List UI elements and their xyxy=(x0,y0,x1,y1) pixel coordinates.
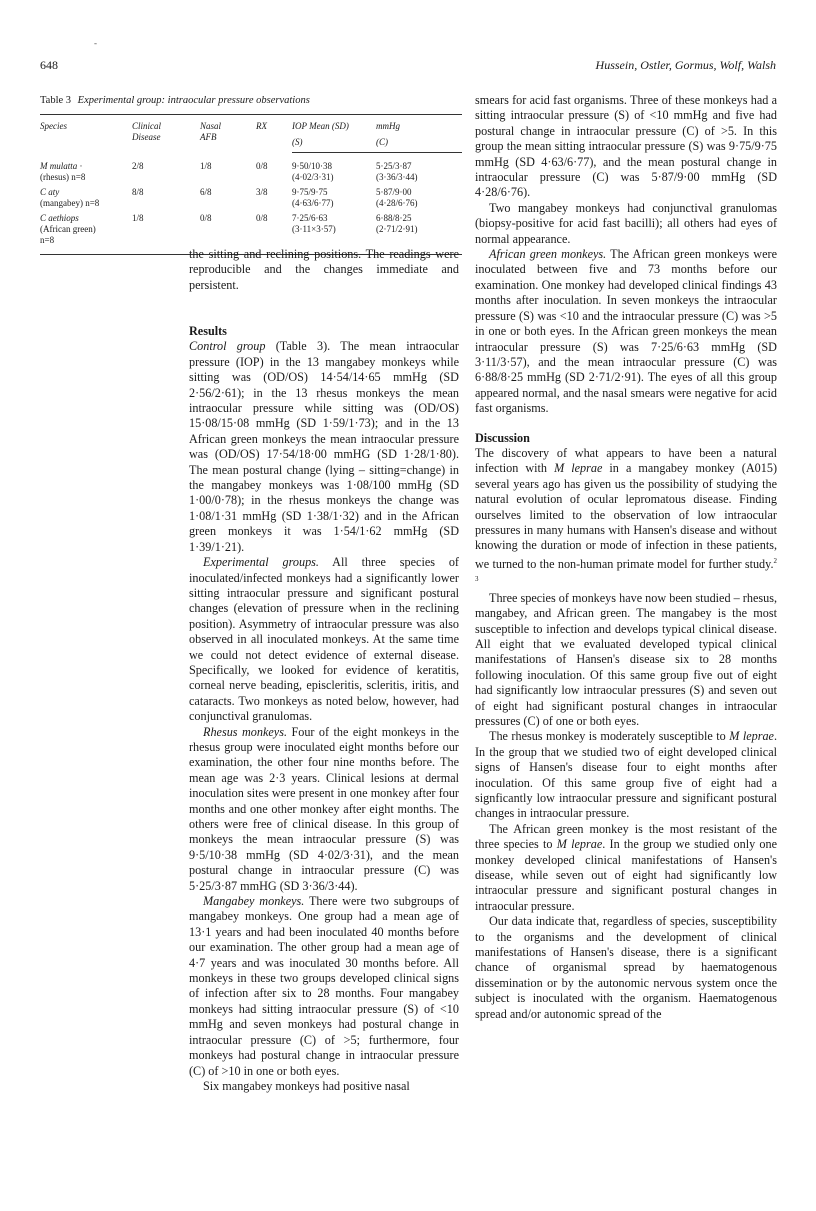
cell-nasal: 6/8 xyxy=(200,187,212,197)
cell-nasal: 0/8 xyxy=(200,211,256,255)
runin-rhesus: Rhesus monkeys. xyxy=(203,724,287,739)
paragraph-discussion-4 xyxy=(475,822,777,914)
discussion-heading: Discussion xyxy=(475,430,530,445)
right-column-body xyxy=(475,93,777,1022)
col-header-rx: RX xyxy=(256,115,292,153)
text-rhesus: Four of the eight monkeys in the rhesus group were inoculated eight months before our examination, the other four nine months before. The mean age was 2·3 years. Clinical lesions at dermal inoculation sites were present in one monkey after four months and one other monkey after eight months. The others were free of clinical disease. In this group of monkeys the mean intraocular pressure (S) was 9·5/10·38 mmHg (SD 4·02/3·31), and the mean postural change in intraocular pressure (C) was 5·25/3·87 mmHG (SD 3·36/3·44). xyxy=(189,724,459,893)
table-header-row xyxy=(40,115,462,135)
cell-clinical: 2/8 xyxy=(132,160,144,171)
col-header-nasal-line2: AFB xyxy=(200,132,217,142)
cell-rx: 0/8 xyxy=(256,211,292,255)
disc-p4-text-a: The African green monkey is the most resistant of the three species to xyxy=(475,821,777,852)
cell-s-mean: 7·25/6·63 xyxy=(292,213,328,223)
paragraph-control-group xyxy=(189,339,459,555)
cell-species xyxy=(40,153,132,186)
cell-s-sd: (3·11×3·57) xyxy=(292,224,336,234)
disc-p1-text-a: The discovery of what appears to have been a natural infection with xyxy=(475,445,777,476)
running-header-authors: Hussein, Ostler, Gormus, Wolf, Walsh xyxy=(595,58,776,72)
paragraph-granulomas: Two mangabey monkeys had conjunctival granulomas (biopsy-positive for acid fast bacilli); all others had eyes of normal appearance. xyxy=(475,200,777,246)
left-column-body xyxy=(189,324,459,1094)
species-name: C aethiops xyxy=(40,213,79,223)
cell-c-mean: 6·88/8·25 xyxy=(376,213,412,223)
runin-experimental-groups: Experimental groups. xyxy=(203,555,319,570)
species-name: C aty xyxy=(40,187,60,197)
paragraph-discussion-3 xyxy=(475,729,777,821)
cell-c-sd: (3·36/3·44) xyxy=(376,172,418,182)
table-row xyxy=(40,185,462,211)
cell-s-sd: (4·02/3·31) xyxy=(292,172,334,182)
species-n: n=8 xyxy=(40,235,55,245)
paragraph-discussion-2: Three species of monkeys have now been studied – rhesus, mangabey, and African green. The mangabey is the most susceptible to infection and develops typical clinical disease. All eight that we evaluated developed typical clinical manifestations of Hansen's disease six to 28 months following inoculation. Of this same group five out of eight had significantly low intraocular pressures (S) and seven out of eight had significant postural changes in intraocular pressures (C) of one or both eyes. xyxy=(475,590,777,728)
text-control-group: (Table 3). The mean intraocular pressure (IOP) in the 13 mangabey monkeys while sitting was (OD/OS) 14·54/14·65 mmHg (SD 2·56/2·61); in the 13 rhesus monkeys the mean intraocular pressure while sitting was (OD/OS) 15·08/15·08 mmHg (SD 1·59/1·73); and in the 13 African green monkeys the mean intraocular pressure was (OD/OS) 17·54/18·00 mmHG (SD 1·28/1·80). The mean postural change (lying – sitting=change) in the mangabey monkeys was 1·08/100 mmHg (SD 1·00/0·78); in the rhesus monkeys the change was 1·08/1·31 mmHg (SD 1·38/1·32) and in the African green monkeys it was 1·54/1·62 mmHg (SD 1·39/1·21). xyxy=(189,339,459,554)
paragraph-discussion-5: Our data indicate that, regardless of species, susceptibility to the organisms and the development of clinical manifestations of Hansen's disease, there is a significant chance of organismal spread by haematogenous dissemination or by the autonomic nervous system once the subject is inoculated with the organism. Haematogenous spread and/or autonomic spread of the xyxy=(475,914,777,1021)
cell-species xyxy=(40,211,132,255)
cell-species xyxy=(40,185,132,211)
col-header-iop: IOP Mean (SD) xyxy=(292,115,376,135)
cell-c-sd: (2·71/2·91) xyxy=(376,224,418,234)
cell-s-mean: 9·75/9·75 xyxy=(292,187,328,197)
text-mangabey: There were two subgroups of mangabey monkeys. One group had a mean age of 13·1 years and had been inoculated 40 months before our examination. The other group had a mean age of 4·7 years and was inoculated 30 months before. All monkeys in these two groups developed clinical signs of infection after six to 28 months. Four mangabey monkeys had sitting intraocular pressure (S) of <10 mmHg and seven monkeys had postural change in intraocular pressure (C) of >5; furthermore, four monkeys had postural change in intraocular pressure (C) of >10 in one or both eyes. xyxy=(189,894,459,1078)
cell-c-mean: 5·25/3·87 xyxy=(376,161,412,171)
paragraph-discussion-1 xyxy=(475,446,777,591)
col-header-species: Species xyxy=(40,115,132,153)
col-header-nasal xyxy=(200,115,256,153)
col-header-c: (C) xyxy=(376,134,462,153)
disc-p3-text-a: The rhesus monkey is moderately susceptible to xyxy=(489,729,730,744)
cell-clinical: 1/8 xyxy=(132,211,200,255)
species-common: (mangabey) n=8 xyxy=(40,198,100,208)
species-common: (rhesus) n=8 xyxy=(40,171,86,182)
cell-s-mean: 9·50/10·38 xyxy=(292,161,332,171)
paragraph-mangabey xyxy=(189,894,459,1079)
left-column-continuation xyxy=(189,247,459,293)
col-header-clinical-line1: Clinical xyxy=(132,121,161,131)
results-heading: Results xyxy=(189,324,227,338)
cell-s xyxy=(292,185,376,211)
disc-p1-reference: 2 3 xyxy=(475,556,777,584)
paragraph-continuation: the sitting and reclining positions. The readings were reproducible and the changes immediate and persistent. xyxy=(189,247,459,292)
paragraph-nasal: Six mangabey monkeys had positive nasal xyxy=(203,1078,410,1093)
runin-control-group: Control group xyxy=(189,339,266,354)
table-label: Table 3 xyxy=(40,95,72,106)
cell-c xyxy=(376,185,462,211)
disc-p4-text-b: . In the group we studied only one monkey developed clinical manifestations of Hansen's disease, while seven out of eight had significantly low intraocular pressure and significant postural changes in intraocular pressure. xyxy=(475,837,778,913)
table-3 xyxy=(40,95,460,255)
disc-p1-species: M leprae xyxy=(554,461,603,476)
col-header-clinical-line2: Disease xyxy=(132,132,161,142)
table-row xyxy=(40,153,462,186)
iop-table xyxy=(40,114,462,255)
runin-mangabey: Mangabey monkeys. xyxy=(203,894,305,909)
table-title: Experimental group: intraocular pressure observations xyxy=(77,95,310,106)
cell-c-mean: 5·87/9·00 xyxy=(376,187,412,197)
paragraph-rhesus xyxy=(189,725,459,894)
col-header-s: (S) xyxy=(292,134,376,153)
species-marker: · xyxy=(79,160,83,171)
disc-p3-text-b: . In the group that we studied two of eight developed clinical signs of Hansen's disease four to eight months after inoculation. Of this same group five of eight had a signficantly low intraocular pressure and significant postural changes in intraocular pressure. xyxy=(475,729,778,821)
cell-s-sd: (4·63/6·77) xyxy=(292,198,334,208)
text-african-green: The African green monkeys were inoculated between five and 73 months before our examination. One monkey had developed clinical findings 43 months after inoculation. In seven monkeys the intraocular pressure (S) was <10 and the intraocular pressure (C) was >5 in one or both eyes. In the African green monkeys the mean intraocular pressure (S) was 7·25/6·63 mmHg (SD 3·11/3·57), and the mean intraocular pressure (C) was 6·88/8·25 mmHg (SD 2·71/2·91). The eyes of all this group appeared normal, and the nasal smears were negative for acid fast organisms. xyxy=(475,247,777,416)
cell-s xyxy=(292,153,376,186)
disc-p4-species: M leprae xyxy=(556,837,603,852)
cell-clinical: 8/8 xyxy=(132,187,144,197)
col-header-clinical xyxy=(132,115,200,153)
runin-african-green: African green monkeys. xyxy=(489,247,607,262)
cell-rx: 3/8 xyxy=(256,187,268,197)
species-name: M mulatta xyxy=(40,160,78,171)
table-caption xyxy=(40,95,460,106)
disc-p1-text-b: in a mangabey monkey (A015) several years ago has given us the possibility of studying the natural evolution of ocular lepromatous disease. Finding ourselves limited to the observation of low intraocular pressures in many humans with Hansen's disease and without knowing the duration or mode of infection in these patients, we turned to the non-human primate model for further study. xyxy=(475,461,778,571)
cell-rx: 0/8 xyxy=(256,160,268,171)
page-number: 648 xyxy=(40,58,58,72)
cell-nasal: 1/8 xyxy=(200,160,212,171)
text-experimental-groups: All three species of inoculated/infected monkeys had a significantly lower sitting intraocular pressure and significant postural changes (elevation of pressure when in the reclining position). Asymmetry of intraocular pressure was also observed in all inoculated monkeys. At the same time we could not detect evidence of external disease. Specifically, we looked for evidence of keratitis, corneal nerve beading, episcleritis, scleritis, iritis, and cataracts. Two monkeys as noted below, however, had conjunctival granulomas. xyxy=(189,555,459,724)
disc-p3-species: M leprae xyxy=(729,729,774,744)
paragraph-african-green xyxy=(475,247,777,416)
paragraph-nasal-continuation: smears for acid fast organisms. Three of these monkeys had a sitting intraocular pressure (S) of <10 mmHg and five had postural change in intraocular pressure (C) of >5. In this group the mean sitting intraocular pressure (S) was 9·75/9·75 mmHg (SD 4·63/6·77), and the mean postural change in intraocular pressure (C) was 5·87/9·00 mmHg (SD 4·28/6·76). xyxy=(475,93,777,200)
paragraph-experimental-groups xyxy=(189,555,459,724)
cell-c xyxy=(376,153,462,186)
col-header-nasal-line1: Nasal xyxy=(200,121,222,131)
species-common: (African green) xyxy=(40,224,96,234)
col-header-mmhg: mmHg xyxy=(376,115,462,135)
margin-mark: - xyxy=(94,38,97,48)
cell-c-sd: (4·28/6·76) xyxy=(376,198,418,208)
